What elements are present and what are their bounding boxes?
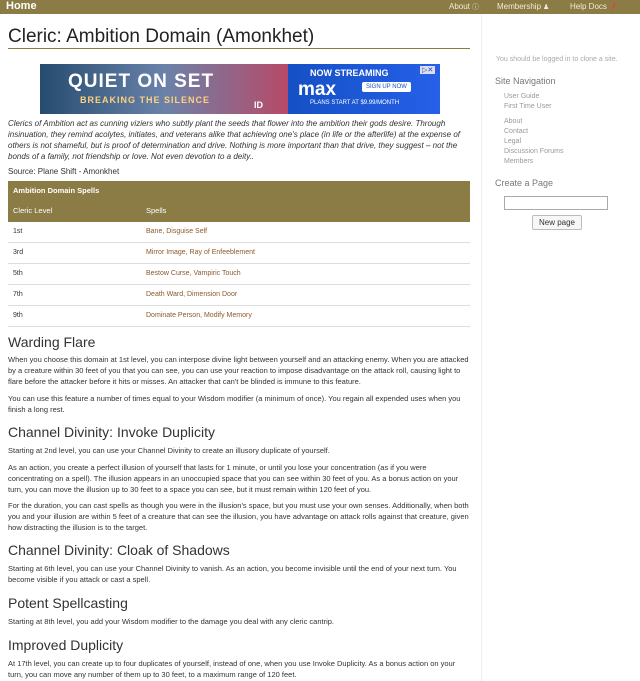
row-level: 3rd	[13, 249, 24, 256]
ad-headline: QUIET ON SET	[68, 71, 215, 92]
col-header-level: Cleric Level	[13, 206, 53, 215]
table-header	[8, 200, 470, 222]
potent-spellcasting-p1: Starting at 8th level, you add your Wisdom modifier to the damage you deal with any cleric cantrip.	[8, 617, 334, 626]
clone-site-notice: You should be logged in to clone a site.	[496, 56, 618, 63]
table-row	[8, 306, 470, 327]
help-docs-label: Help Docs	[570, 2, 607, 11]
membership-menu[interactable]	[497, 1, 549, 13]
invoke-duplicity-p1: Starting at 2nd level, you can use your Channel Divinity to create an illusory duplicate of yourself.	[8, 446, 330, 455]
table-row	[8, 285, 470, 306]
ad-brand: max	[298, 79, 337, 100]
sidebar-divider	[481, 14, 482, 681]
row-spells-link[interactable]: Bane, Disguise Self	[146, 228, 208, 235]
info-circle-icon: ⓘ	[471, 4, 479, 11]
ad-banner[interactable]	[40, 64, 440, 114]
section-heading-warding-flare: Warding Flare	[8, 334, 96, 350]
question-circle-icon: ❓	[608, 4, 618, 11]
section-heading-improved-duplicity: Improved Duplicity	[8, 637, 124, 653]
row-level: 1st	[13, 228, 23, 235]
improved-duplicity-p1: At 17th level, you can create up to four duplicates of yourself, instead of one, when you use Invoke Duplicity. As a bonus action on your turn, you can move any number of them up to 30 feet, to a maximum range of 120 feet.	[8, 659, 456, 679]
adchoices-icon[interactable]: ▷✕	[422, 67, 434, 74]
row-level: 9th	[13, 312, 23, 319]
sidebar-link-about[interactable]: About	[504, 118, 523, 125]
ad-price: PLANS START AT $9.99/MONTH	[310, 100, 400, 106]
new-page-button[interactable]: New page	[532, 215, 582, 230]
col-header-spells: Spells	[146, 206, 167, 215]
warding-flare-p2: You can use this feature a number of times equal to your Wisdom modifier (a minimum of once). You regain all expended uses when you finish a long rest.	[8, 394, 461, 414]
row-spells-link[interactable]: Mirror Image, Ray of Enfeeblement	[146, 249, 255, 256]
row-spells-link[interactable]: Bestow Curse, Vampiric Touch	[146, 270, 241, 277]
help-docs-menu[interactable]	[570, 1, 618, 13]
create-page-heading: Create a Page	[495, 178, 554, 188]
table-row	[8, 264, 470, 285]
invoke-duplicity-p3: For the duration, you can cast spells as though you were in the illusion's space, but you must use your own senses. Additionally, when both you and your illusion are within 5 feet of a creature that can see the illusion, you have advantage on attack rolls against that creature, given how distracting the illusion is to the target.	[8, 501, 469, 532]
section-heading-cloak-of-shadows: Channel Divinity: Cloak of Shadows	[8, 542, 230, 558]
section-heading-invoke-duplicity: Channel Divinity: Invoke Duplicity	[8, 424, 215, 440]
user-icon: ♟	[543, 4, 550, 11]
sidebar-link-members[interactable]: Members	[504, 158, 534, 165]
table-row	[8, 243, 470, 264]
row-spells-link[interactable]: Dominate Person, Modify Memory	[146, 312, 252, 319]
membership-label: Membership	[497, 2, 542, 11]
cloak-of-shadows-p1: Starting at 6th level, you can use your Channel Divinity to vanish. As an action, you become invisible until the end of your next turn. You become visible if you attack or cast a spell.	[8, 564, 457, 584]
table-row	[8, 222, 470, 243]
top-navbar	[0, 0, 640, 14]
ad-id-logo: ID	[254, 100, 263, 110]
sidebar-link-legal[interactable]: Legal	[504, 138, 522, 145]
ad-signup-button[interactable]: SIGN UP NOW	[362, 82, 411, 92]
row-level: 5th	[13, 270, 23, 277]
sidebar-link-discussion-forums[interactable]: Discussion Forums	[504, 148, 564, 155]
about-label: About	[449, 2, 470, 11]
row-spells-link[interactable]: Death Ward, Dimension Door	[146, 291, 238, 298]
about-menu[interactable]	[449, 1, 479, 13]
warding-flare-p1: When you choose this domain at 1st level, you can interpose divine light between yourself and an attacking enemy. When you are attacked by a creature within 30 feet of you that you can see, you can use your reaction to impose disadvantage on the attack roll, causing light to flare before the attacker before it hits or misses. An attacker that can't be blinded is immune to this feature.	[8, 355, 469, 386]
ad-tagline: BREAKING THE SILENCE	[80, 95, 211, 105]
site-navigation-heading: Site Navigation	[495, 76, 556, 86]
title-divider	[8, 48, 470, 49]
sidebar-link-contact[interactable]: Contact	[504, 128, 529, 135]
page-title: Cleric: Ambition Domain (Amonkhet)	[8, 26, 315, 47]
source-text: Source: Plane Shift - Amonkhet	[8, 167, 120, 176]
home-link[interactable]: Home	[6, 0, 37, 12]
ad-now-streaming: NOW STREAMING	[310, 68, 389, 78]
sidebar-link-user-guide[interactable]: User Guide	[504, 93, 540, 100]
table-caption	[8, 181, 470, 200]
row-level: 7th	[13, 291, 23, 298]
table-caption-label: Ambition Domain Spells	[13, 186, 100, 195]
sidebar-link-first-time-user[interactable]: First Time User	[504, 103, 552, 110]
intro-text: Clerics of Ambition act as cunning viziers who subtly plant the seeds that flower into the ambition their gods desire. Through insinuation, they remind acolytes, initiates, and veterans alike that achieving one's place (in life or the afterlife) at the expense of others is not shameful, but is proof of determination and drive. Nothing is more important than that drive, they suggest – not the bonds of a family, not friendship or love. Not even devotion to a deity..	[8, 119, 461, 161]
invoke-duplicity-p2: As an action, you create a perfect illusion of yourself that lasts for 1 minute, or until you lose your concentration (as if you were concentrating on a spell). The illusion appears in an unoccupied space that you can see within 30 feet of you. As a bonus action on your turn, you can move the illusion up to 30 feet to a space you can see, but it must remain within 120 feet of you.	[8, 463, 459, 494]
new-page-name-input[interactable]	[504, 196, 608, 210]
section-heading-potent-spellcasting: Potent Spellcasting	[8, 595, 128, 611]
